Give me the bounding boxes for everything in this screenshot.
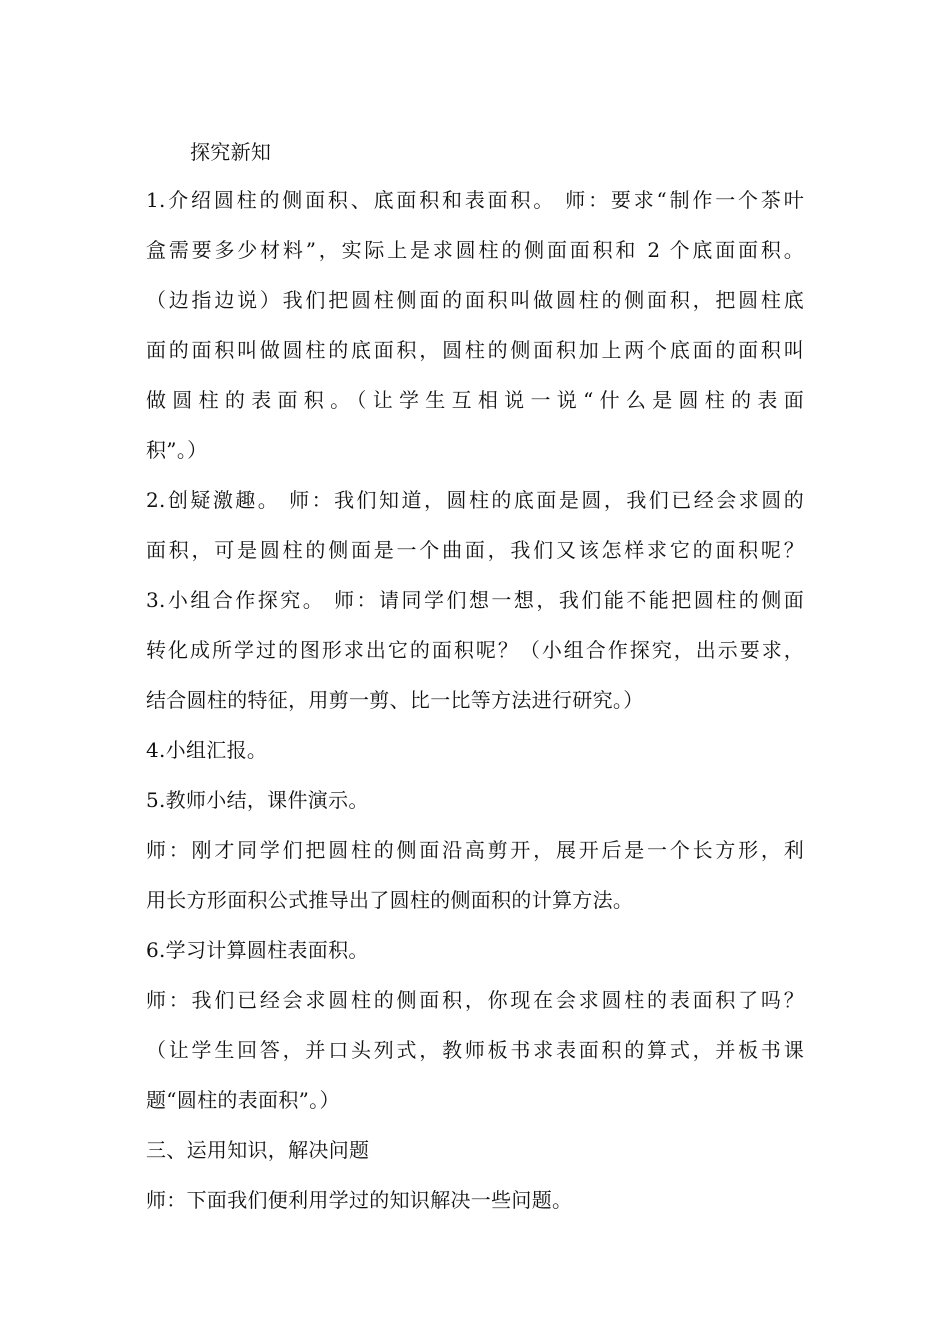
paragraph-line: 题“圆柱的表面积”。） [146, 1088, 340, 1112]
paragraph-line: 面的面积叫做圆柱的底面积，圆柱的侧面积加上两个底面的面积叫 [146, 338, 804, 362]
paragraph-line: （边指边说）我们把圆柱侧面的面积叫做圆柱的侧面积，把圆柱底 [146, 288, 804, 312]
paragraph-line: 5.教师小结，课件演示。 [146, 788, 369, 812]
paragraph-line: 2.创疑激趣。 师：我们知道，圆柱的底面是圆，我们已经会求圆的 [146, 488, 804, 512]
paragraph-line: 1.介绍圆柱的侧面积、底面积和表面积。 师：要求“制作一个茶叶 [146, 188, 804, 212]
paragraph-line: 用长方形面积公式推导出了圆柱的侧面积的计算方法。 [146, 888, 634, 912]
paragraph-line: 结合圆柱的特征，用剪一剪、比一比等方法进行研究。） [146, 688, 644, 712]
paragraph-line: 面积，可是圆柱的侧面是一个曲面，我们又该怎样求它的面积呢？ [146, 538, 804, 562]
paragraph-line: 转化成所学过的图形求出它的面积呢？（小组合作探究，出示要求， [146, 638, 804, 662]
paragraph-line: 6.学习计算圆柱表面积。 [146, 938, 369, 962]
paragraph-line: 师：我们已经会求圆柱的侧面积，你现在会求圆柱的表面积了吗？ [146, 988, 804, 1012]
paragraph-line: 盒需要多少材料”，实际上是求圆柱的侧面面积和 2 个底面面积。 [146, 238, 804, 262]
section-heading: 探究新知 [190, 140, 272, 164]
paragraph-line: 积”。） [146, 438, 208, 462]
paragraph-line: （让学生回答，并口头列式，教师板书求表面积的算式，并板书课 [146, 1038, 804, 1062]
paragraph-line: 3.小组合作探究。 师：请同学们想一想，我们能不能把圆柱的侧面 [146, 588, 804, 612]
paragraph-line: 4.小组汇报。 [146, 738, 268, 762]
paragraph-line: 师：刚才同学们把圆柱的侧面沿高剪开，展开后是一个长方形，利 [146, 838, 804, 862]
paragraph-line: 做圆柱的表面积。（让学生互相说一说“什么是圆柱的表面 [146, 388, 804, 412]
section-heading: 三、运用知识，解决问题 [146, 1138, 370, 1162]
paragraph-line: 师：下面我们便利用学过的知识解决一些问题。 [146, 1188, 573, 1212]
